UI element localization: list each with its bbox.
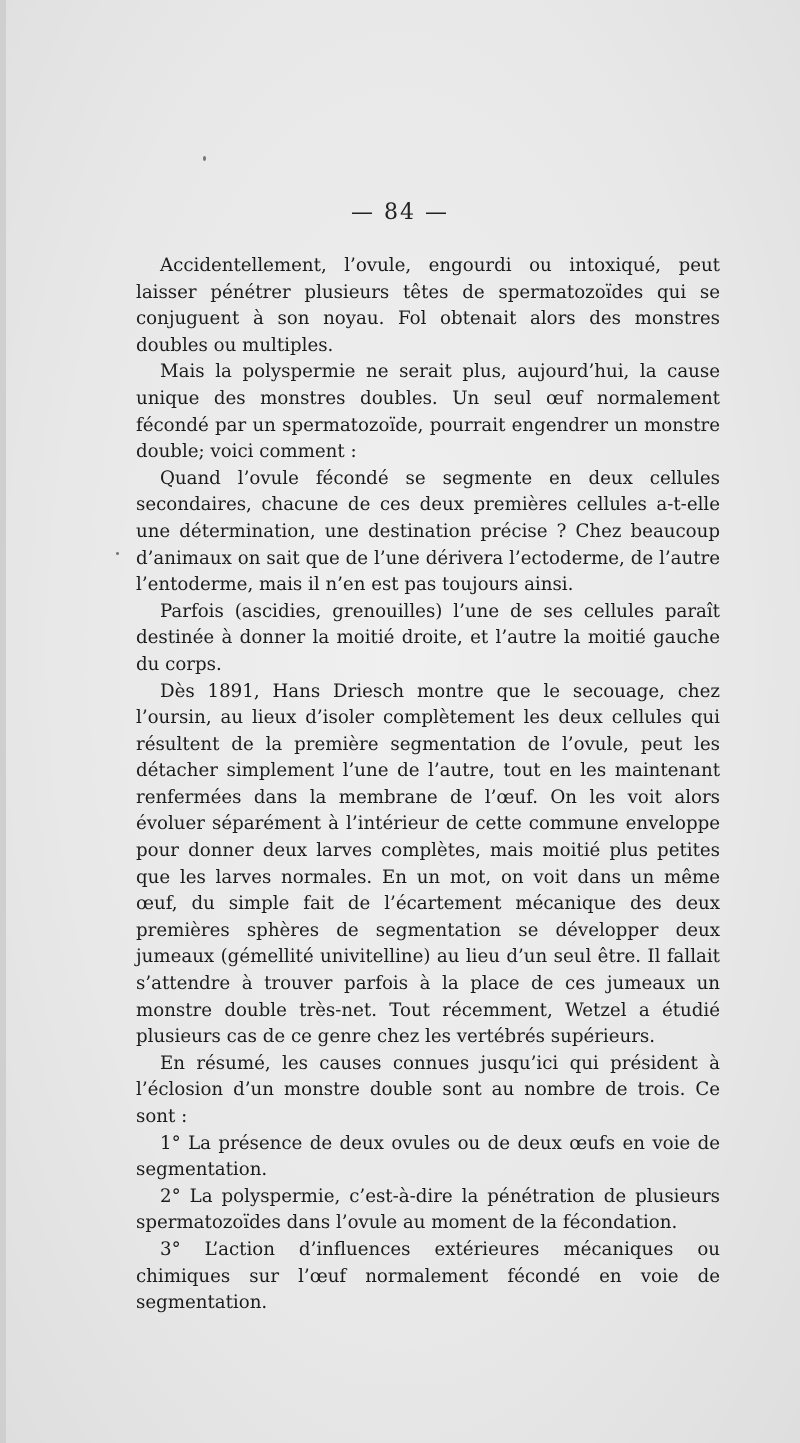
ink-speck (116, 552, 119, 555)
paragraph: En résumé, les causes connues jusqu’ici qui président à l’éclosion d’un monstre double sont au nombre de trois. Ce sont : (136, 1052, 720, 1127)
paragraph: Dès 1891, Hans Driesch montre que le secouage, chez l’oursin, au lieux d’isoler complètement les deux cellules qui résultent de la première segmentation de l’ovule, peut les détacher simplement l’une de l’autre, tout en les maintenant renfermées dans la membrane de l’œuf. On les voit alors évoluer séparément à l’intérieur de cette commune enveloppe pour donner deux larves complètes, mais moitié plus petites que les larves normales. En un mot, on voit dans un même œuf, du simple fait de l’écartement mécanique des deux premières sphères de segmentation se développer deux jumeaux (gémellité univitelline) au lieu d’un seul être. Il fallait s’attendre à trouver parfois à la place de ces jumeaux un monstre double très-net. Tout récemment, Wetzel a étudié plusieurs cas de ce genre chez les vertébrés supérieurs. (136, 680, 720, 1048)
paragraph: Parfois (ascidies, grenouilles) l’une de ses cellules paraît destinée à donner la moitié droite, et l’autre la moitié gauche du corps. (136, 600, 720, 675)
list-item: 2° La polyspermie, c’est-à-dire la pénétration de plusieurs spermatozoïdes dans l’ovule au moment de la fécondation. (136, 1185, 720, 1234)
ink-speck (203, 156, 206, 161)
list-item: 3° L’action d’influences extérieures mécaniques ou chimiques sur l’œuf normalement fécondé en voie de segmentation. (136, 1238, 720, 1314)
page-number: — 84 — (351, 200, 449, 225)
list-item: 1° La présence de deux ovules ou de deux œufs en voie de segmentation. (136, 1132, 720, 1181)
paragraph: Mais la polyspermie ne serait plus, aujourd’hui, la cause unique des monstres doubles. Un seul œuf normalement fécondé par un spermatozoïde, pourrait engendrer un monstre double; voici comment : (136, 361, 720, 463)
body-text (136, 253, 720, 1317)
paragraph: Quand l’ovule fécondé se segmente en deux cellules secondaires, chacune de ces deux premières cellules a-t-elle une détermination, une destination précise ? Chez beaucoup d’animaux on sait que de l’une dérivera l’ectoderme, de l’autre l’entoderme, mais il n’en est pas toujours ainsi. (136, 467, 720, 596)
paragraph: Accidentellement, l’ovule, engourdi ou intoxiqué, peut laisser pénétrer plusieurs têtes de spermatozoïdes qui se conjuguent à son noyau. Fol obtenait alors des monstres doubles ou multiples. (136, 255, 720, 356)
